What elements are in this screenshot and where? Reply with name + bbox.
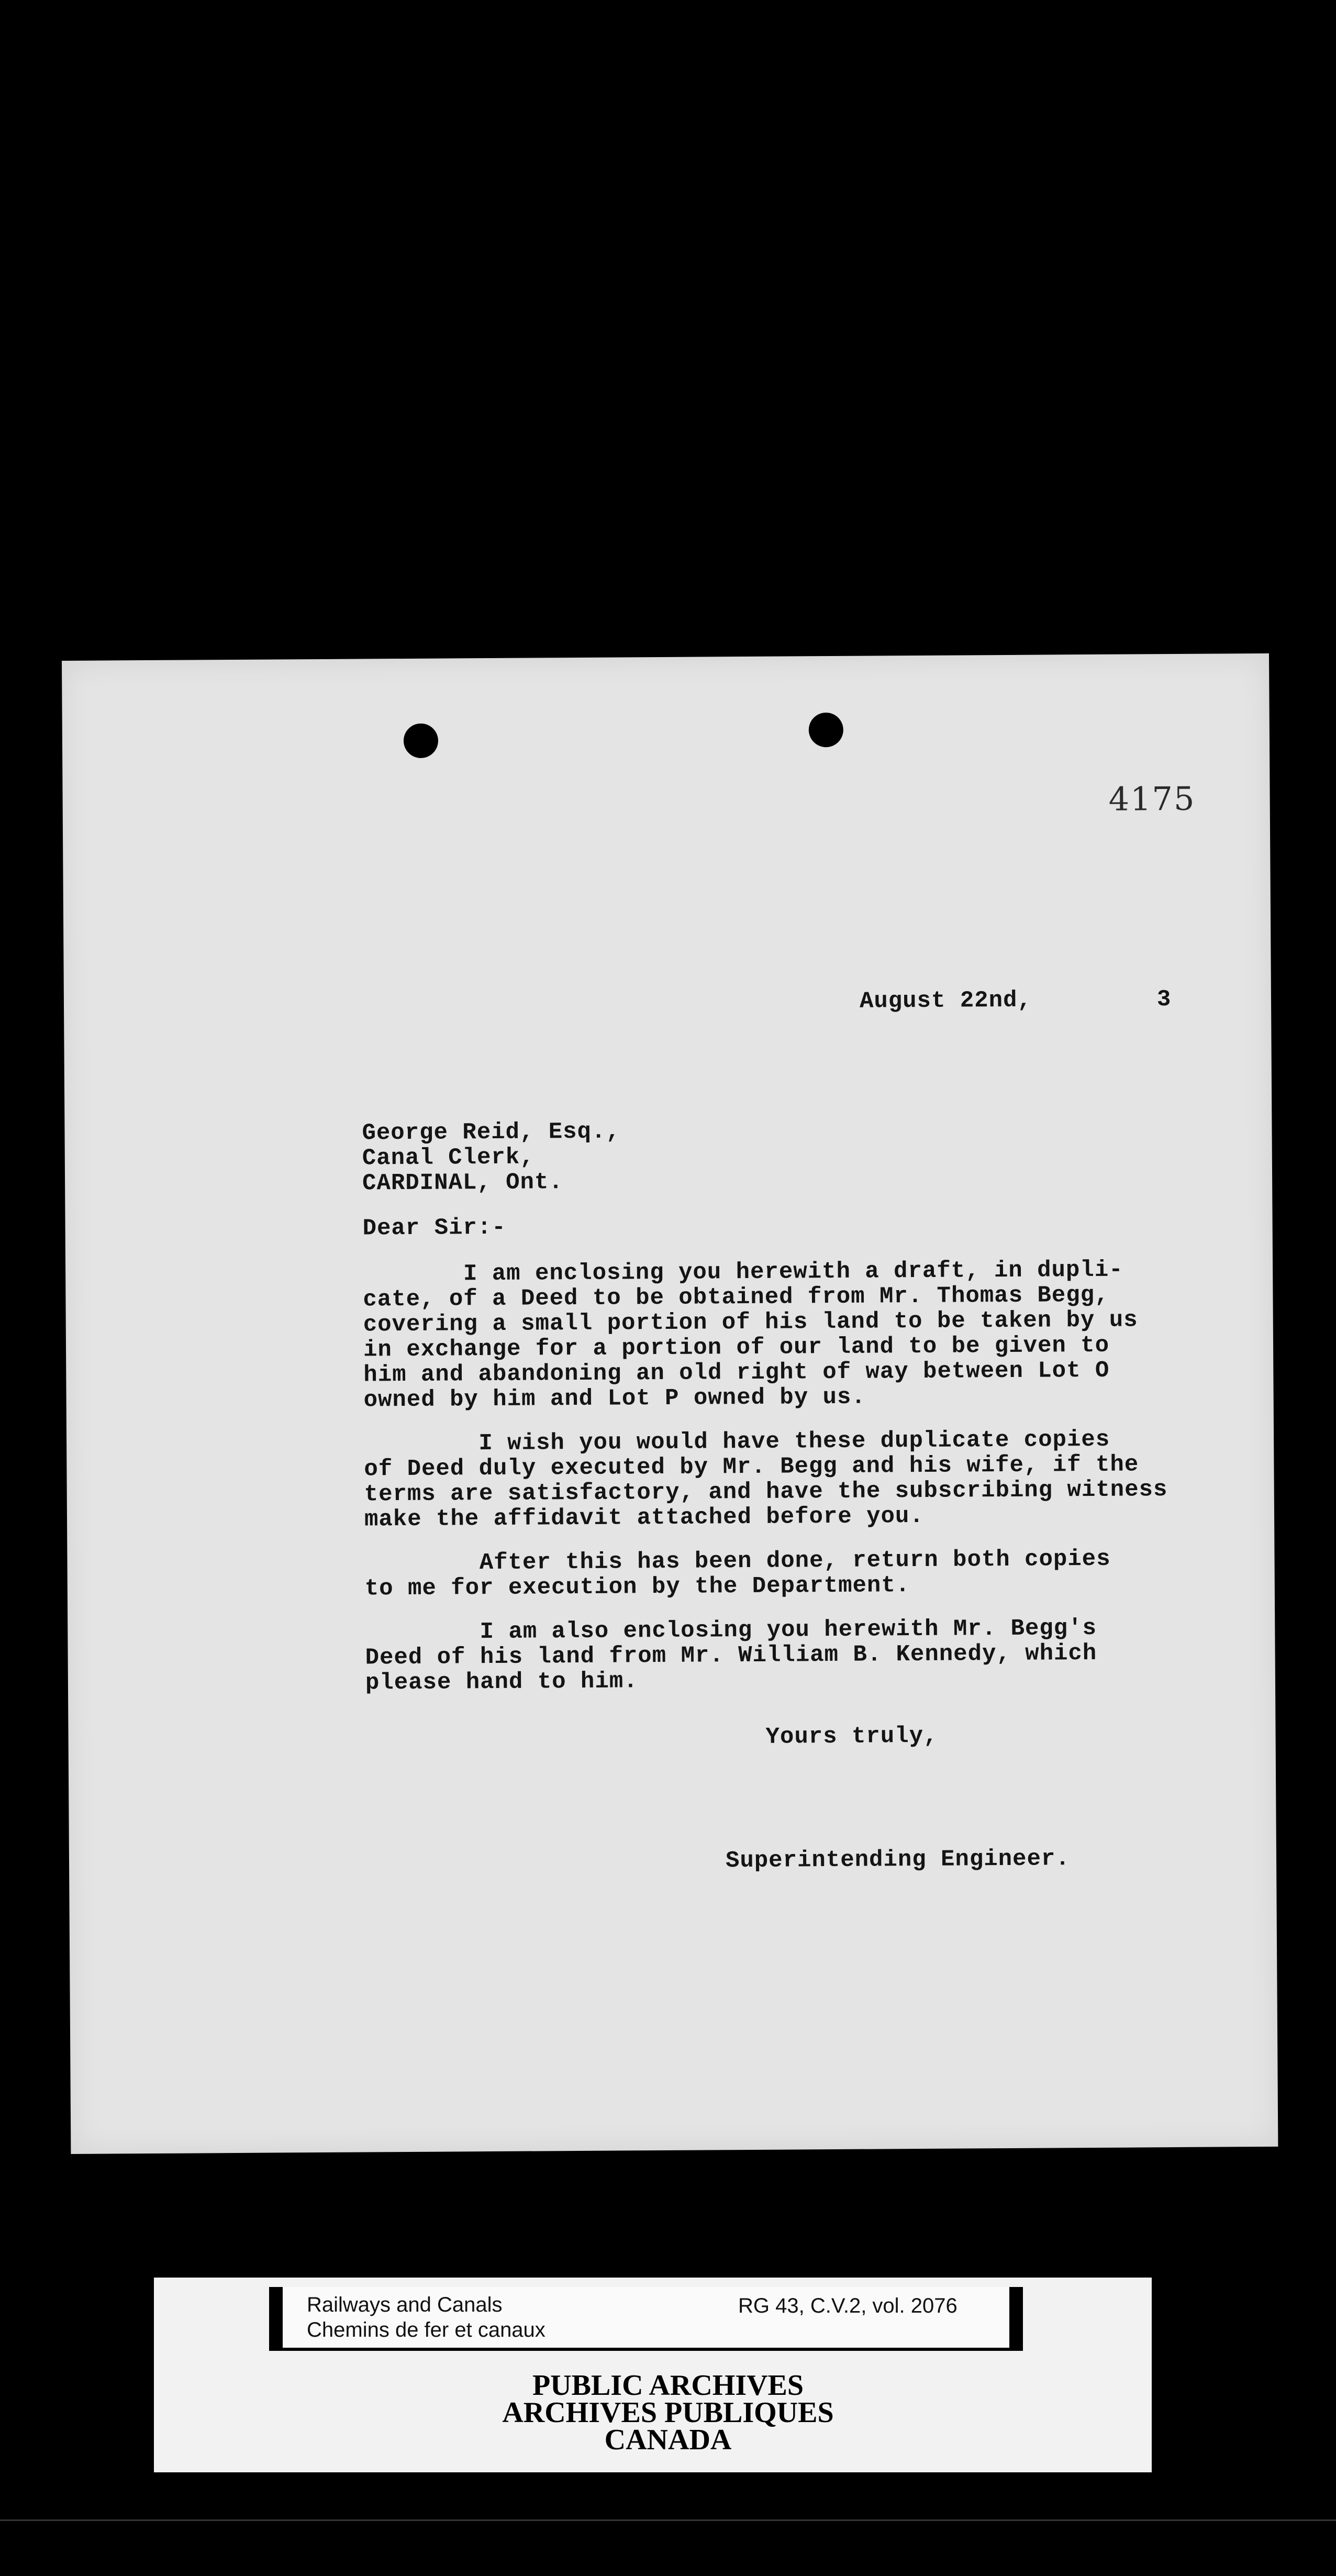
body-line: in exchange for a portion of our land to be given to <box>363 1332 1110 1363</box>
punch-hole-left <box>404 724 438 758</box>
body-line: make the affidavit attached before you. <box>364 1503 924 1533</box>
salutation: Dear Sir:- <box>362 1214 506 1242</box>
page-number: 4175 <box>1108 779 1196 818</box>
body-line: I am also enclosing you herewith Mr. Begg's <box>365 1615 1097 1646</box>
body-line: cate, of a Deed to be obtained from Mr. Thomas Begg, <box>363 1282 1109 1313</box>
body-line: Deed of his land from Mr. William B. Kennedy, which <box>365 1640 1097 1671</box>
body-line: please hand to him. <box>365 1668 638 1696</box>
archive-reference: RG 43, C.V.2, vol. 2076 <box>738 2294 958 2317</box>
address-line: George Reid, Esq., <box>362 1118 620 1147</box>
scan-edge-line <box>0 2519 1336 2521</box>
letter-page <box>62 653 1278 2154</box>
body-line: After this has been done, return both copies <box>364 1546 1111 1577</box>
punch-hole-right <box>809 713 843 747</box>
body-line: I am enclosing you herewith a draft, in dupli- <box>363 1257 1123 1288</box>
body-line: him and abandoning an old right of way between Lot O <box>363 1357 1110 1389</box>
body-line: to me for execution by the Department. <box>364 1572 910 1602</box>
letter-date: August 22nd, <box>859 987 1032 1015</box>
institution-country: CANADA <box>604 2424 732 2456</box>
department-fr: Chemins de fer et canaux <box>307 2318 545 2341</box>
closing: Yours truly, <box>765 1723 938 1750</box>
body-line: of Deed duly executed by Mr. Begg and his wife, if the <box>364 1451 1139 1483</box>
institution-name-fr: ARCHIVES PUBLIQUES <box>502 2396 834 2429</box>
letter-year-fragment: 3 <box>1156 986 1172 1013</box>
body-line: I wish you would have these duplicate copies <box>363 1426 1110 1458</box>
address-line: CARDINAL, Ont. <box>362 1169 563 1197</box>
body-line: covering a small portion of his land to be taken by us <box>363 1307 1138 1338</box>
address-line: Canal Clerk, <box>362 1144 535 1172</box>
signature-title: Superintending Engineer. <box>725 1846 1070 1874</box>
body-line: terms are satisfactory, and have the subscribing witness <box>364 1476 1168 1508</box>
body-line: owned by him and Lot P owned by us. <box>363 1384 866 1414</box>
institution-name-en: PUBLIC ARCHIVES <box>532 2369 804 2402</box>
department-en: Railways and Canals <box>307 2293 503 2316</box>
